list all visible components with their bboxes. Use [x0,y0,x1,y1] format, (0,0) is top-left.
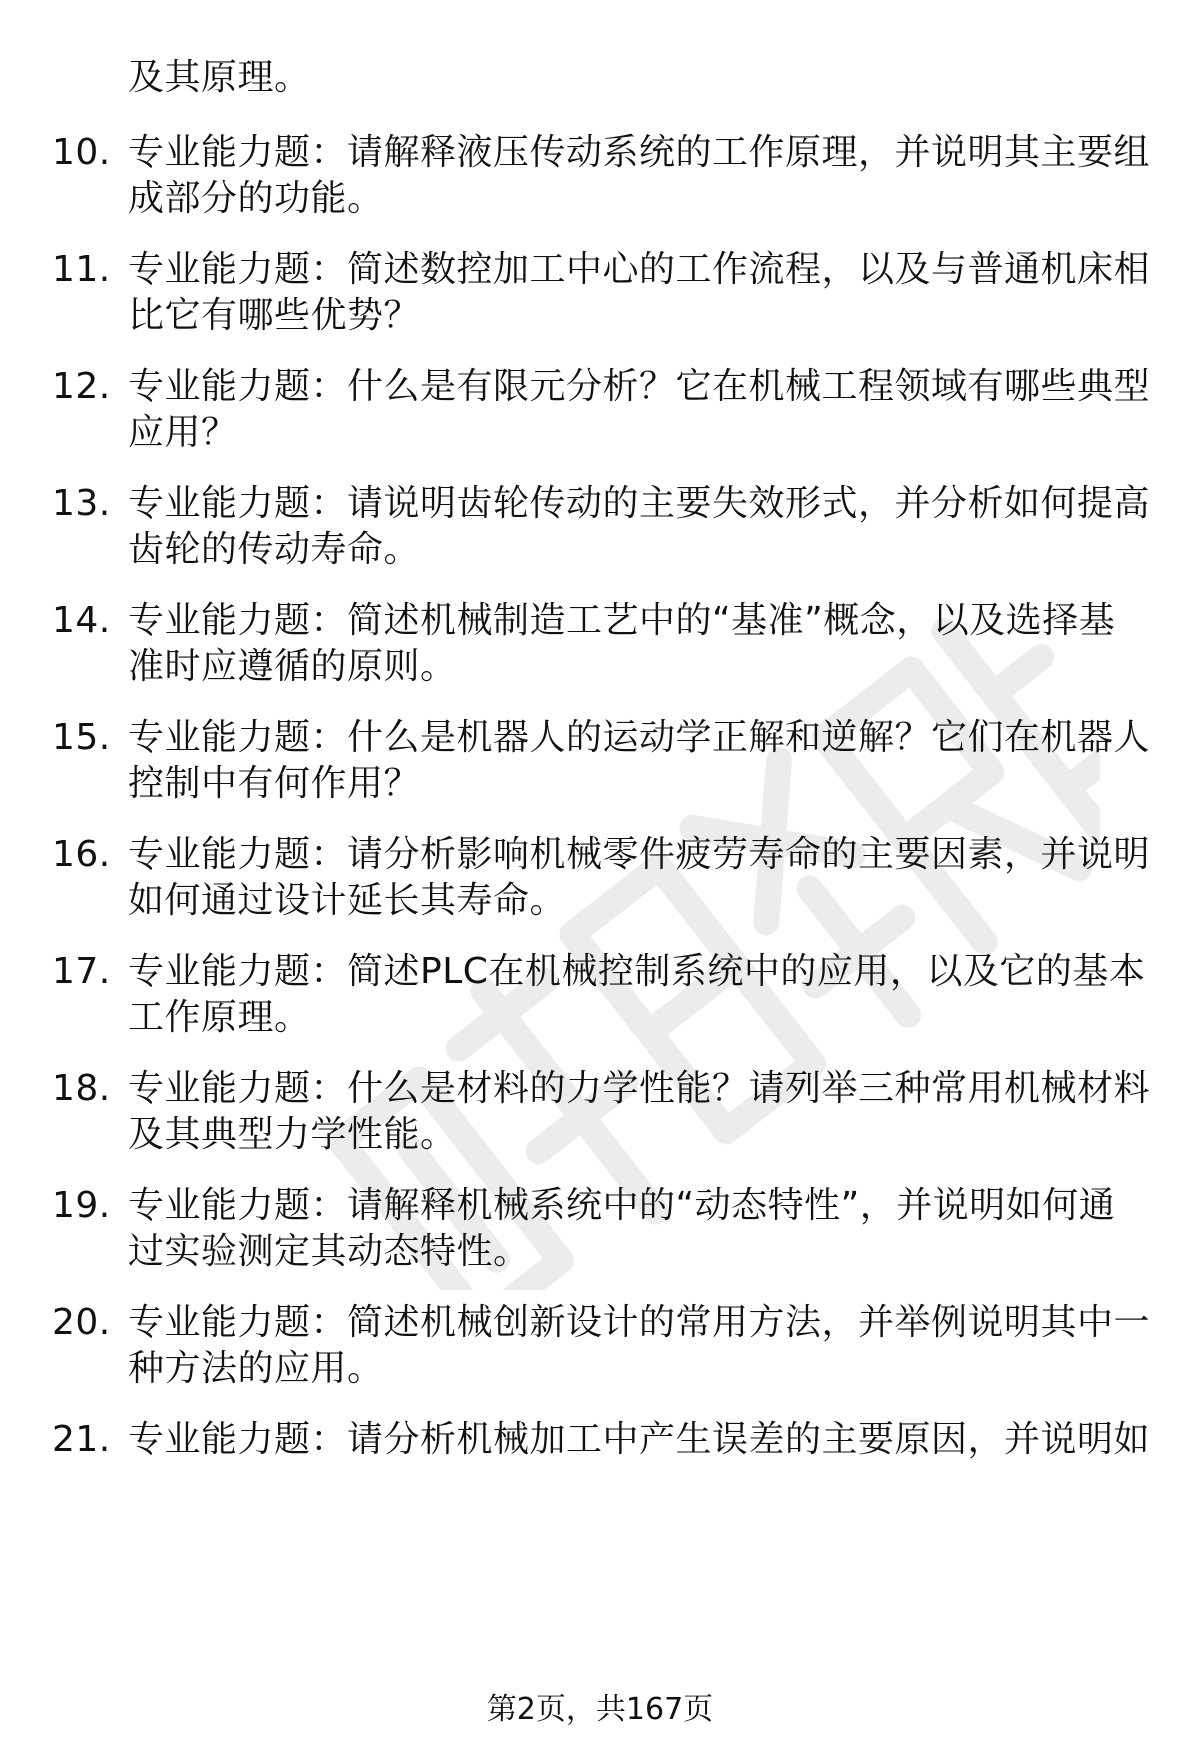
item-text-line1: 专业能力题：简述机械创新设计的常用方法，并举例说明其中一 [128,1302,1151,1343]
item-text-line2: 如何通过设计延长其寿命。 [128,880,567,921]
item-text-line1: 专业能力题：请分析机械加工中产生误差的主要原因，并说明如 [128,1419,1151,1460]
item-text-line2: 工作原理。 [128,997,311,1038]
item-text-line2: 齿轮的传动寿命。 [128,529,421,570]
item-number: 18. [52,1068,111,1109]
item-text-line1: 专业能力题：简述PLC在机械控制系统中的应用，以及它的基本 [128,951,1146,992]
item-text-line2: 过实验测定其动态特性。 [128,1231,530,1272]
item-number: 12. [52,366,111,407]
item-number: 19. [52,1185,111,1226]
item-text-line1: 专业能力题：什么是材料的力学性能？请列举三种常用机械材料 [128,1068,1151,1109]
item-text-line1: 专业能力题：简述数控加工中心的工作流程，以及与普通机床相 [128,249,1151,290]
item-text-line2: 及其典型力学性能。 [128,1114,457,1155]
page-footer: 第2页，共167页 [486,1692,714,1727]
item-text-line1: 专业能力题：请说明齿轮传动的主要失效形式，并分析如何提高 [128,483,1151,524]
item-number: 15. [52,717,111,758]
item-text-line1: 专业能力题：什么是有限元分析？它在机械工程领域有哪些典型 [128,366,1151,407]
item-text-line2: 比它有哪些优势？ [128,295,421,336]
item-text-line2: 应用？ [128,412,238,453]
item-text-line2: 准时应遵循的原则。 [128,646,457,687]
item-text-line2: 成部分的功能。 [128,178,384,219]
item-number: 21. [52,1419,111,1460]
item-number: 20. [52,1302,111,1343]
item-text-line1: 专业能力题：什么是机器人的运动学正解和逆解？它们在机器人 [128,717,1151,758]
continuation-text: 及其原理。 [128,57,311,98]
item-number: 11. [52,249,111,290]
item-text-line2: 种方法的应用。 [128,1348,384,1389]
item-text-line2: 控制中有何作用？ [128,763,421,804]
item-number: 13. [52,483,111,524]
item-number: 10. [52,132,111,173]
item-text-line1: 专业能力题：请解释机械系统中的“动态特性”，并说明如何通 [128,1185,1116,1226]
item-text-line1: 专业能力题：请分析影响机械零件疲劳寿命的主要因素，并说明 [128,834,1151,875]
item-text-line1: 专业能力题：简述机械制造工艺中的“基准”概念，以及选择基 [128,600,1116,641]
item-number: 14. [52,600,111,641]
item-number: 16. [52,834,111,875]
item-number: 17. [52,951,111,992]
item-text-line1: 专业能力题：请解释液压传动系统的工作原理，并说明其主要组 [128,132,1151,173]
